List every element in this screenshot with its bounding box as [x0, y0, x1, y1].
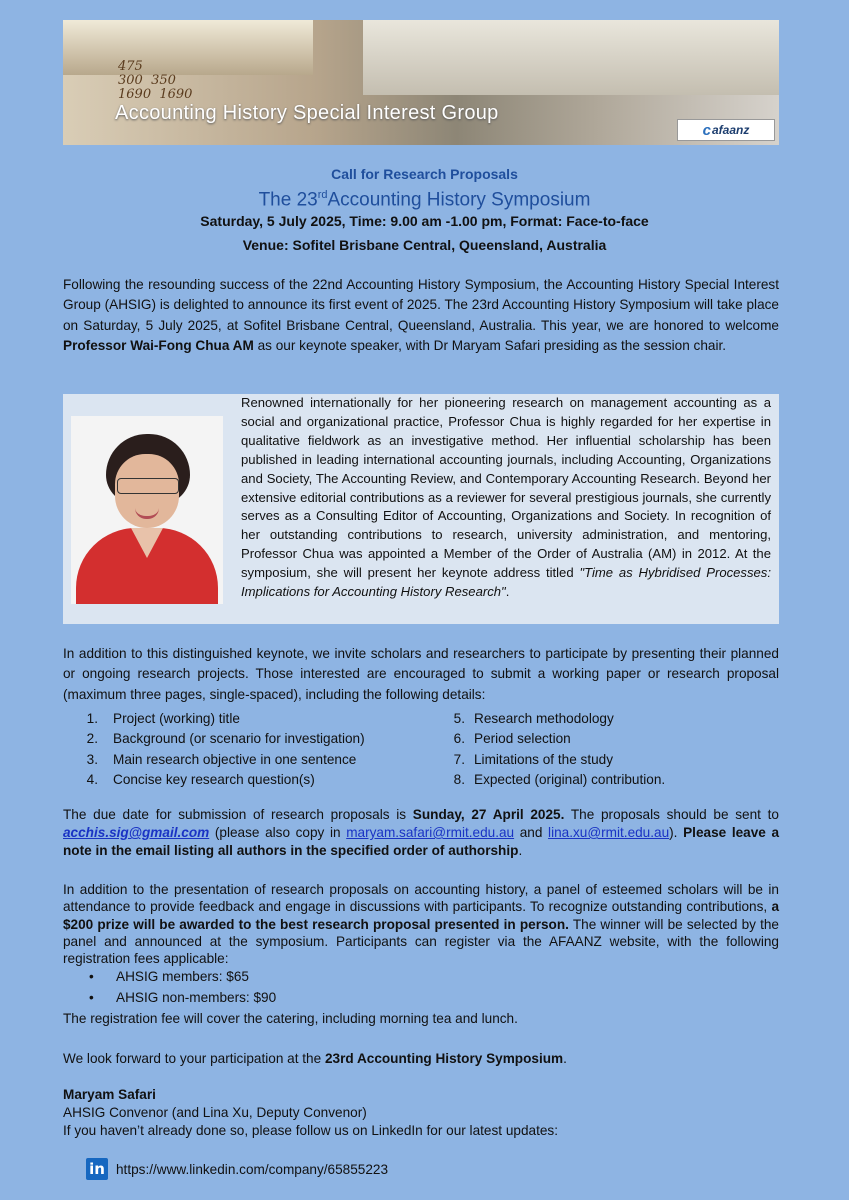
photo-glasses — [117, 478, 179, 494]
intro-paragraph — [63, 275, 779, 356]
due-text-5: ). — [669, 825, 678, 840]
detail-number: 5. — [453, 711, 465, 726]
due-date: Sunday, 27 April 2025. — [412, 807, 565, 822]
bullet-icon: • — [89, 969, 94, 984]
detail-number: 3. — [86, 751, 98, 767]
detail-number: 4. — [86, 771, 98, 787]
detail-item — [68, 729, 365, 749]
detail-text: Concise key research question(s) — [113, 771, 315, 787]
due-text-1: The due date for submission of research proposals is — [63, 807, 413, 822]
detail-item — [68, 709, 365, 729]
due-text-2: The proposals should be sent to — [564, 807, 779, 822]
afaanz-logo-mark: c — [702, 121, 711, 139]
detail-number: 1. — [86, 711, 98, 726]
submission-email-link[interactable]: acchis.sig@gmail.com — [63, 825, 210, 840]
detail-number: 6. — [453, 731, 465, 747]
invite-paragraph: In addition to this distinguished keynote, we invite scholars and researchers to participate by presenting their planned or ongoing research projects. Those interested are encouraged to submit a working paper or research proposal (maximum three pages, single-spaced), including the following details: — [63, 646, 779, 702]
event-date-line: Saturday, 5 July 2025, Time: 9.00 am -1.00 pm, Format: Face-to-face — [200, 213, 649, 229]
linkedin-icon[interactable]: in — [86, 1158, 108, 1180]
closing-line — [63, 1049, 779, 1069]
signatory-name: Maryam Safari — [63, 1087, 156, 1102]
intro-text: Following the resounding success of the 22nd Accounting History Symposium, the Accounting History Special Interest Group (AHSIG) is delighted to announce its first event of 2025. The 23rd Accounting History Symposium will take place on Saturday, 5 July 2025, at Sofitel Brisbane Central, Queensland, Australia. This year, we are honored to welcome — [63, 277, 779, 333]
signatory-role: AHSIG Convenor (and Lina Xu, Deputy Convenor) — [63, 1105, 367, 1120]
detail-item — [431, 750, 665, 770]
detail-number: 2. — [86, 731, 98, 747]
linkedin-row — [86, 1158, 388, 1180]
linkedin-url[interactable]: https://www.linkedin.com/company/65855223 — [116, 1161, 389, 1177]
due-text-6: . — [518, 843, 523, 858]
afaanz-logo-text: afaanz — [711, 123, 750, 137]
keynote-address-title: "Time as Hybridised Processes: Implications for Accounting History Research" — [241, 565, 771, 600]
keynote-bio-end: . — [505, 584, 510, 600]
details-left-column — [68, 709, 365, 790]
detail-text: Project (working) title — [113, 711, 240, 726]
keynote-speaker-name: Professor Wai-Fong Chua AM — [63, 337, 254, 353]
symposium-title-sup: rd — [317, 189, 328, 201]
panel-text-1: In addition to the presentation of research proposals on accounting history, a panel of esteemed scholars will be in attendance to provide feedback and engage in discussions with participants. To recognize outstanding contributions, — [63, 882, 779, 915]
fee-item — [63, 967, 276, 988]
fee-cover-note: The registration fee will cover the catering, including morning tea and lunch. — [63, 1011, 518, 1026]
detail-number: 8. — [453, 771, 465, 787]
symposium-title-post: Accounting History Symposium — [327, 189, 591, 211]
detail-text: Background (or scenario for investigation) — [113, 731, 365, 747]
closing-end: . — [563, 1051, 567, 1066]
follow-prompt: If you haven’t already done so, please follow us on LinkedIn for our latest updates: — [63, 1123, 558, 1138]
keynote-box — [63, 394, 779, 624]
venue-line: Venue: Sofitel Brisbane Central, Queensland, Australia — [242, 237, 607, 253]
cc-email-link-1[interactable]: maryam.safari@rmit.edu.au — [346, 825, 515, 840]
signature-block — [63, 1086, 558, 1140]
fee-members: AHSIG members: $65 — [116, 969, 249, 984]
fees-list — [63, 967, 276, 1008]
fee-non-members: AHSIG non-members: $90 — [116, 989, 277, 1005]
detail-item — [431, 729, 665, 749]
keynote-bio-text: Renowned internationally for her pioneering research on management accounting as a social and organizational practice, Professor Chua is highly regarded for her expertise in qualitative fieldwork as an investigative method. Her influential scholarship has been published in leading international accounting journals, including Accounting, Organizations and Society, The Accounting Review, and Contemporary Accounting Research. Beyond her extensive editorial contributions as a reviewer for several prestigious journals, she currently serves as a Consulting Editor of Accounting, Organizations and Society. In recognition of her outstanding contributions to research, university administration, and mentoring, Professor Chua was appointed a Member of the Order of Australia (AM) in 2012. At the symposium, she will present her keynote address titled — [241, 395, 771, 581]
speaker-photo — [71, 416, 223, 604]
detail-text: Limitations of the study — [474, 751, 614, 767]
due-text-3: (please also copy in — [209, 825, 347, 840]
detail-text: Period selection — [474, 731, 571, 747]
detail-item — [431, 770, 665, 790]
panel-paragraph — [63, 881, 779, 967]
banner-numbers: 475 300 350 1690 1690 — [118, 59, 193, 102]
details-right-column — [431, 709, 665, 790]
afaanz-logo — [677, 119, 775, 141]
due-text-4: and — [514, 825, 549, 840]
intro-text-end: as our keynote speaker, with Dr Maryam Safari presiding as the session chair. — [253, 337, 727, 353]
book-image — [363, 20, 779, 95]
panel-text-2: The winner will be selected by the panel and announced at the symposium. Participants can register via the AFAANZ website, with the following registration fees applicable: — [63, 916, 779, 967]
banner-title: Accounting History Special Interest Group — [115, 102, 499, 124]
prize-announcement: a $200 prize will be awarded to the best research proposal presented in person. — [63, 899, 779, 932]
fee-item — [63, 988, 276, 1009]
bullet-icon: • — [89, 989, 94, 1005]
detail-item — [68, 750, 365, 770]
detail-text: Main research objective in one sentence — [113, 751, 357, 767]
due-date-paragraph — [63, 806, 779, 860]
symposium-title — [0, 189, 849, 211]
header-banner — [63, 20, 779, 145]
detail-item — [431, 709, 665, 729]
detail-item — [68, 770, 365, 790]
detail-text: Expected (original) contribution. — [474, 771, 666, 787]
call-heading: Call for Research Proposals — [331, 166, 518, 182]
closing-text: We look forward to your participation at the — [63, 1051, 325, 1066]
authorship-note: Please leave a note in the email listing all authors in the specified order of authorship — [63, 825, 780, 858]
detail-number: 7. — [453, 751, 465, 767]
keynote-bio — [241, 394, 771, 602]
cc-email-link-2[interactable]: lina.xu@rmit.edu.au — [548, 825, 670, 840]
detail-text: Research methodology — [474, 711, 614, 726]
symposium-title-pre: The 23 — [258, 189, 318, 211]
closing-event-name: 23rd Accounting History Symposium — [324, 1051, 564, 1066]
